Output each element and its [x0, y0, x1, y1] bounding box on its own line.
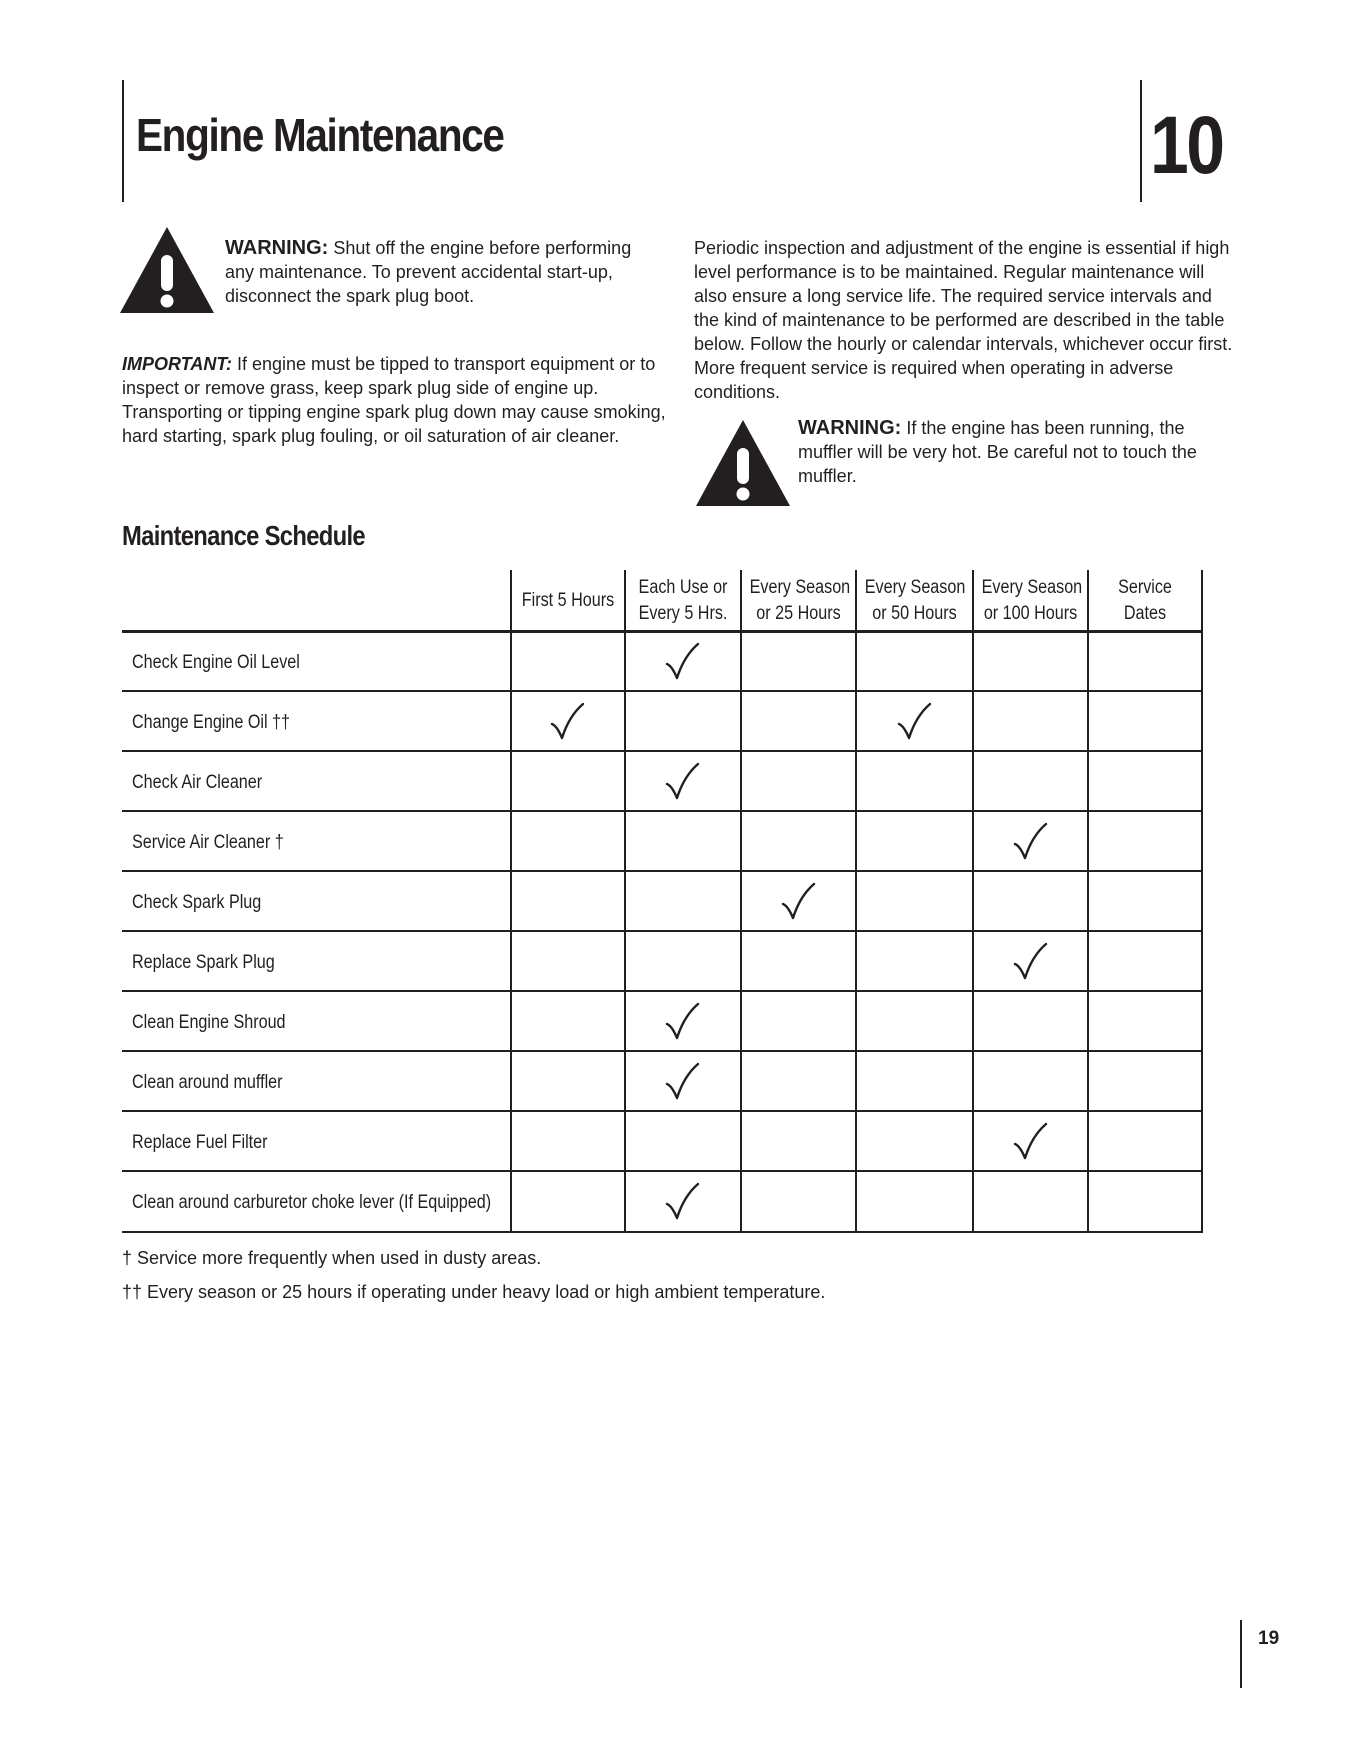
column-divider: [1201, 570, 1203, 1233]
chapter-rule: [1140, 80, 1142, 202]
row-rule: [122, 810, 1203, 812]
row-rule: [122, 1231, 1203, 1233]
check-icon: [1012, 1122, 1048, 1162]
table-row-task: Replace Fuel Filter: [132, 1132, 268, 1153]
column-divider: [624, 570, 626, 1233]
column-divider: [972, 570, 974, 1233]
column-header-25-hours: Every Season or 25 Hours: [749, 577, 851, 624]
title-rule: [122, 80, 124, 202]
page-number: 19: [1258, 1628, 1280, 1649]
chapter-number: 10: [1150, 100, 1223, 191]
important-paragraph: IMPORTANT: If engine must be tipped to transport equipment or to inspect or remove grass, keep spark plug side of engine up. Transporting or tipping engine spark plug down may cause smoking, hard starting, spark plug fouling, or oil saturation of air cleaner.: [122, 354, 666, 446]
check-icon: [664, 1182, 700, 1222]
page-number-rule: [1240, 1620, 1242, 1688]
column-divider: [740, 570, 742, 1233]
table-row-task: Clean around muffler: [132, 1072, 283, 1093]
check-icon: [664, 1002, 700, 1042]
column-divider: [855, 570, 857, 1233]
table-row-task: Clean Engine Shroud: [132, 1012, 286, 1033]
check-icon: [549, 702, 585, 742]
table-row-task: Replace Spark Plug: [132, 952, 275, 973]
check-icon: [664, 1062, 700, 1102]
row-rule: [122, 870, 1203, 872]
footnote-dagger: † Service more frequently when used in dusty areas.: [122, 1248, 542, 1268]
column-header-first-5-hours: First 5 Hours: [521, 590, 615, 611]
row-rule: [122, 750, 1203, 752]
schedule-title: Maintenance Schedule: [122, 520, 365, 551]
row-rule: [122, 1110, 1203, 1112]
column-header-each-use: Each Use or Every 5 Hrs.: [638, 577, 728, 624]
row-rule: [122, 690, 1203, 692]
row-rule: [122, 1170, 1203, 1172]
row-rule: [122, 630, 1203, 633]
column-header-100-hours: Every Season or 100 Hours: [981, 577, 1083, 624]
check-icon: [1012, 942, 1048, 982]
table-row-task: Check Air Cleaner: [132, 772, 263, 793]
table-row-task: Service Air Cleaner †: [132, 832, 284, 853]
check-icon: [896, 702, 932, 742]
row-rule: [122, 930, 1203, 932]
footnote-double-dagger: †† Every season or 25 hours if operating under heavy load or high ambient temperature.: [122, 1282, 826, 1302]
page-title: Engine Maintenance: [136, 109, 504, 161]
important-label: IMPORTANT:: [122, 354, 232, 374]
intro-paragraph: Periodic inspection and adjustment of the engine is essential if high level performance is to be maintained. Regular maintenance will also ensure a long service life. The required service intervals and the kind of maintenance to be performed are described in the table below. Follow the hourly or calendar intervals, whichever occur first. More frequent service is required when operating in adverse conditions.: [694, 238, 1233, 402]
column-header-service-dates: Service Dates: [1118, 577, 1172, 624]
table-row-task: Change Engine Oil ††: [132, 712, 291, 733]
warning-icon: [694, 418, 792, 508]
check-icon: [1012, 822, 1048, 862]
row-rule: [122, 1050, 1203, 1052]
column-divider: [1087, 570, 1089, 1233]
check-icon: [664, 762, 700, 802]
table-row-task: Check Spark Plug: [132, 892, 262, 913]
table-row-task: Check Engine Oil Level: [132, 652, 300, 673]
column-header-50-hours: Every Season or 50 Hours: [864, 577, 966, 624]
column-divider: [510, 570, 512, 1233]
warning-label-left: WARNING:: [225, 237, 329, 259]
check-icon: [780, 882, 816, 922]
warning-text-right: WARNING: If the engine has been running, the muffler will be very hot. Be careful not to touch the muffler.: [798, 417, 1197, 486]
table-row-task: Clean around carburetor choke lever (If Equipped): [132, 1192, 492, 1213]
row-rule: [122, 990, 1203, 992]
warning-icon: [118, 225, 216, 315]
check-icon: [664, 642, 700, 682]
warning-text-left: WARNING: Shut off the engine before performing any maintenance. To prevent accidental start-up, disconnect the spark plug boot.: [225, 237, 632, 306]
warning-label-right: WARNING:: [798, 417, 902, 439]
